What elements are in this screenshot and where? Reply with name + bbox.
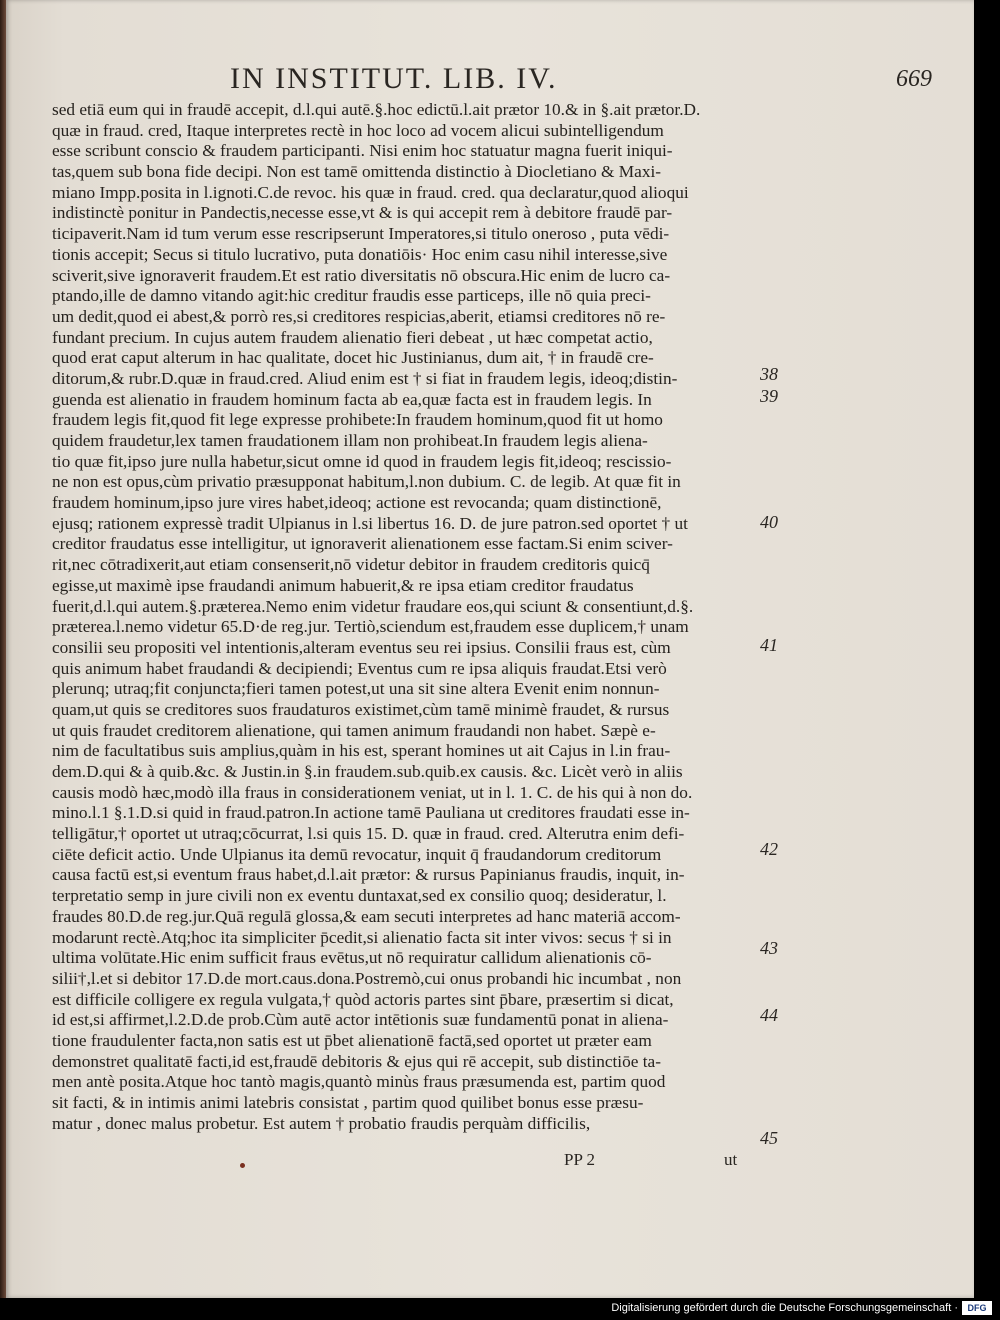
text-line: tas,quem sub bona fide decipi. Non est tamē omittenda distinctio à Diocletiano & Maxi-: [52, 162, 662, 182]
margin-note-43: 43: [760, 938, 778, 958]
text-line: plerunq; utraq;fit conjuncta;fieri tamen potest,ut una sit sine altera Evenit enim nonnun-: [52, 679, 660, 699]
dfg-logo: DFG: [962, 1301, 992, 1315]
running-title: IN INSTITUT. LIB. IV.: [230, 62, 558, 95]
text-line: terpretatio semp in jure civili non ex eventu duntaxat,sed ex consilio quoq; desideratur, l.: [52, 886, 667, 906]
text-line: fraudem hominum,ipso jure vires habet,ideoq; actione est revocanda; quam distinctionē,: [52, 493, 662, 513]
text-line: creditor fraudatus esse intelligitur, ut ignoraverit alienationem esse factam.Si enim sciver-: [52, 534, 673, 554]
text-line: fundant precium. In cujus autem fraudem alienatio fieri debeat , ut hæc competat actio,: [52, 327, 653, 347]
text-line: ejusq; rationem expressè tradit Ulpianus in l.si libertus 16. D. de jure patron.sed oportet † ut: [52, 513, 688, 533]
text-line: nim de facultatibus suis amplius,quàm in his est, sperant homines ut ait Cajus in l.in frau-: [52, 741, 671, 761]
text-line: ne non est opus,cùm privatio præsupponat habitum,l.non dubium. C. de legib. At quæ fit in: [52, 472, 681, 492]
catchword: ut: [724, 1150, 738, 1169]
text-line: præterea.l.nemo videtur 65.D·de reg.jur. Tertiò,sciendum est,fraudem esse duplicem,† unam: [52, 617, 689, 637]
text-line: um dedit,quod ei abest,& porrò res,si creditores respicias,aberit, etiamsi creditores nō re-: [52, 306, 666, 326]
margin-note-41: 41: [760, 635, 778, 655]
text-line: esse scribunt conscio & fraudem participanti. Nisi enim hoc statuatur magna fuerit iniqui-: [52, 141, 673, 161]
text-line: quis animum habet fraudandi & decipiendi; Eventus cum re ipsa aliquis fraudat.Etsi verò: [52, 658, 667, 678]
text-line: sciverit,sive ignoraverit fraudem.Et est ratio diversitatis nō obscura.Hic enim de lucro ca-: [52, 265, 671, 285]
text-line: demonstret qualitatē facti,id est,fraudē debitoris & ejus qui rē accepit, sub distinctiōe ta-: [52, 1051, 661, 1071]
text-line: ditorum,& rubr.D.quæ in fraud.cred. Aliud enim est † si fiat in fraudem legis, ideoq;distin-: [52, 368, 678, 388]
text-line: ut quis fraudet creditorem alienatione, qui tamen animum fraudandi non habet. Sæpè e-: [52, 720, 656, 740]
text-line: sit facti, & in intimis animi latebris consistat , partim quod quilibet bonus esse præsu-: [52, 1093, 644, 1112]
text-line: causa factū est,si eventum fraus habet,d.l.ait prætor: & rursus Papinianus fraudis, inquit, in-: [52, 865, 685, 885]
margin-note-40: 40: [760, 512, 778, 532]
text-line: ticipaverit.Nam id tum verum esse rescripserunt Imperatores,si titulo oneroso , puta vēdi-: [52, 224, 670, 244]
text-line: tio quæ fit,ipso jure nulla habetur,sicut omne id quod in fraudem legis fit,ideoq; rescissio-: [52, 451, 672, 471]
text-line: ciēte deficit actio. Unde Ulpianus ita demū revocatur, inquit q̄ fraudandorum creditorum: [52, 844, 662, 864]
text-line: modarunt rectè.Atq;hoc ita simpliciter p̄cedit,si alienatio facta sit inter vivos: secus † si in: [52, 927, 672, 947]
text-line: sed etiā eum qui in fraudē accepit, d.l.qui autē.§.hoc edictū.l.ait prætor 10.& in §.ait prætor.D.: [52, 100, 701, 119]
text-line: tione fraudulenter facta,non satis est ut p̄bet alienationē factā,sed oportet ut præter eam: [52, 1030, 652, 1050]
text-line: guenda est alienatio in fraudem hominum facta ab ea,quæ facta est in fraudem legis. In: [52, 389, 652, 409]
text-line: fuerit,d.l.qui autem.§.præterea.Nemo enim videtur fraudare eos,qui sciunt & consentiunt,d.§.: [52, 596, 694, 616]
text-line: quam,ut quis se creditores suos fraudaturos existimet,cùm tamē minimè fraudet, & rursus: [52, 699, 670, 719]
main-text-block: [52, 100, 762, 1134]
text-line: mino.l.1 §.1.D.si quid in fraud.patron.In actione tamē Pauliana ut creditores fraudati esse in-: [52, 803, 690, 823]
margin-note-42: 42: [760, 839, 778, 859]
text-line: quod erat caput alterum in hac qualitate, docet hic Justinianus, dum ait, † in fraudē cre-: [52, 348, 654, 368]
text-line: rit,nec cōtradixerit,aut etiam consenserit,nō videtur debitor in fraudem creditoris quicq̄: [52, 555, 650, 575]
text-line: indistinctè ponitur in Pandectis,necesse esse,vt & is qui accepit rem à debitore fraudē par-: [52, 203, 673, 223]
text-line: tionis accepit; Secus si titulo lucrativo, puta donatiōis· Hoc enim casu nihil interesse,sive: [52, 244, 668, 264]
margin-note-39: 39: [760, 386, 778, 406]
text-line: ultima volūtate.Hic enim sufficit fraus evētus,ut nō requiratur callidum alienationis cō-: [52, 948, 652, 968]
text-line: matur , donec malus probetur. Est autem † probatio fraudis perquàm difficilis,: [52, 1113, 591, 1133]
margin-note-45: 45: [760, 1128, 778, 1148]
text-line: consilii seu propositi vel intentionis,alteram eventus seu rei ipsius. Consilii fraus est, cùm: [52, 637, 671, 657]
signature-mark: PP 2: [564, 1150, 596, 1169]
text-line: quæ in fraud. cred, Itaque interpretes rectè in hoc loco ad vocem alicui subintelligendum: [52, 120, 664, 140]
text-line: men antè posita.Atque hoc tantò magis,quantò minùs fraus præsumenda est, partim quod: [52, 1072, 666, 1092]
text-line: silii†,l.et si debitor 17.D.de mort.caus.dona.Postremò,cui onus probandi hic incumbat , non: [52, 968, 682, 988]
text-line: miano Impp.posita in l.ignoti.C.de revoc. his quæ in fraud. cred. qua declaratur,quod alioqui: [52, 182, 689, 202]
text-line: ptando,ille de damno vitando agit:hic creditur fraudis esse particeps, ille nō quia preci-: [52, 286, 651, 306]
margin-note-44: 44: [760, 1005, 778, 1025]
text-line: egisse,ut maximè ipse fraudandi animum habuerit,& re ipsa etiam creditor fraudatus: [52, 575, 634, 595]
text-line: quidem fraudetur,lex tamen fraudationem illam non prohibeat.In fraudem legis aliena-: [52, 431, 648, 450]
text-line: id est,si affirmet,l.2.D.de prob.Cùm autē actor intētionis suæ fundamentū ponat in aliena-: [52, 1010, 669, 1030]
margin-note-38: 38: [760, 364, 778, 384]
text-line: est difficile colligere ex regula vulgata,† quòd actoris partes sint p̄bare, præsertim si dicat,: [52, 989, 674, 1009]
page-number: 669: [896, 66, 932, 92]
text-line: causis modò hæc,modò illa fraus in considerationem veniat, ut in l. 1. C. de his qui à non do.: [52, 782, 693, 802]
footer-credit: Digitalisierung gefördert durch die Deutsche Forschungsgemeinschaft ·: [611, 1302, 958, 1314]
text-line: telligātur,† oportet ut utraq;cōcurrat, l.si quis 15. D. quæ in fraud. cred. Alterutra enim defi-: [52, 824, 685, 844]
text-line: fraudes 80.D.de reg.jur.Quā regulā glossa,& eam secuti interpretes ad hanc materiā accom-: [52, 906, 681, 926]
text-line: dem.D.qui & à quib.&c. & Justin.in §.in fraudem.sub.quib.ex causis. &c. Licèt verò in aliis: [52, 762, 683, 781]
text-line: fraudem legis fit,quod fit lege expresse prohibete:In fraudem hominum,quod fit ut homo: [52, 410, 663, 430]
ink-mark: [240, 1163, 245, 1168]
